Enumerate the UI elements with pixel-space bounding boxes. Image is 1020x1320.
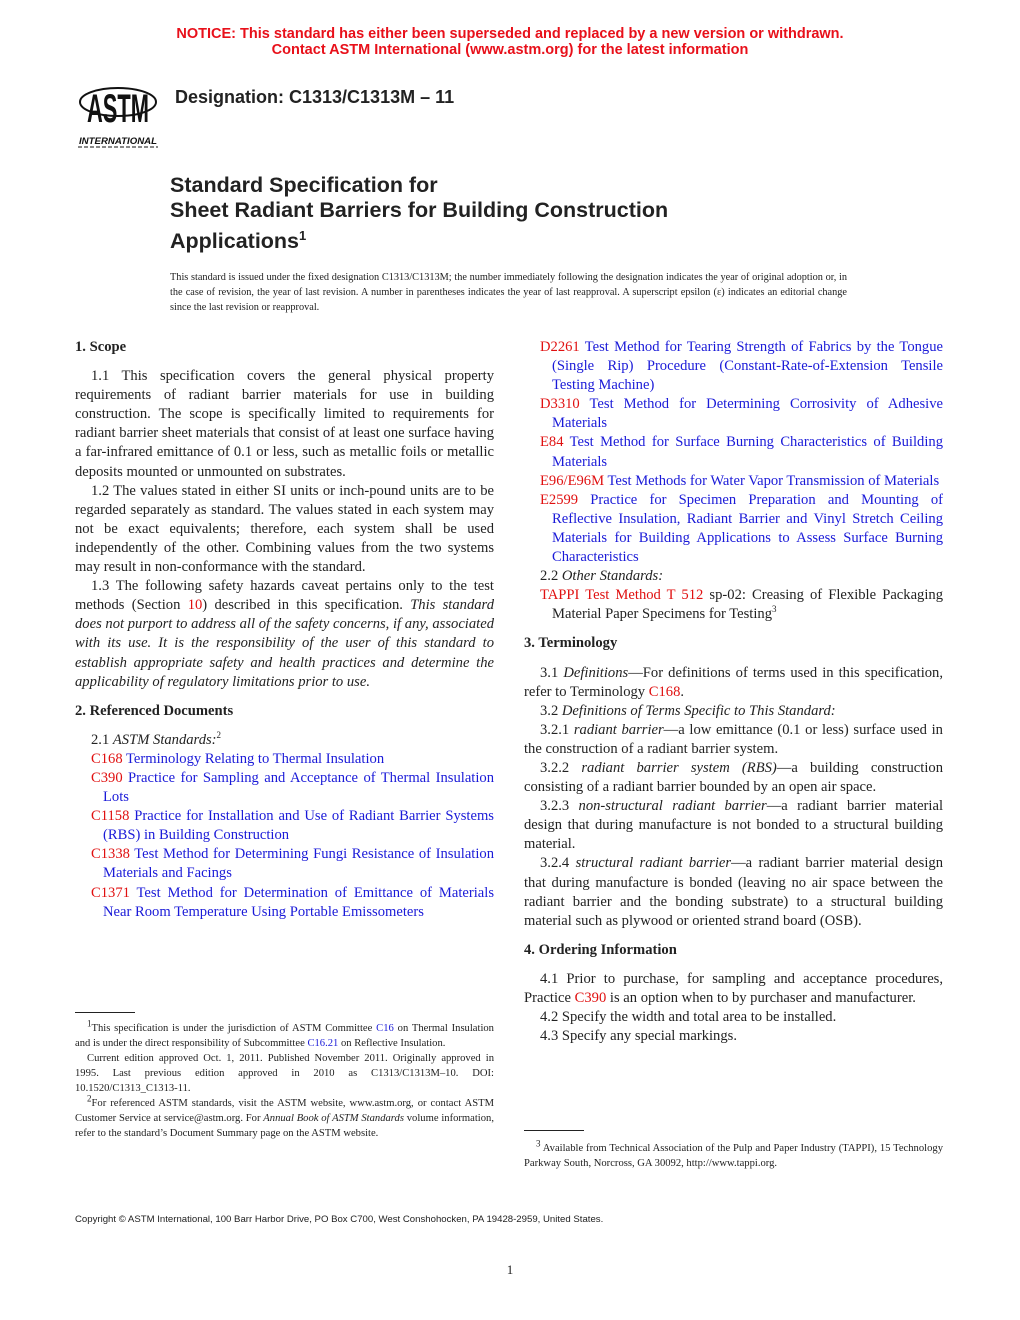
text-run: 3.2.2 [540,759,582,776]
text-run: 2. Referenced Documents [75,702,234,719]
reference-entry [524,472,943,491]
text-run: Definitions [563,664,629,681]
paragraph [75,367,494,482]
paragraph [75,731,494,750]
paragraph [75,577,494,692]
paragraph [524,721,943,759]
svg-text:INTERNATIONAL: INTERNATIONAL [79,136,157,146]
title-line: Sheet Radiant Barriers for Building Construction [170,198,669,222]
reference-link[interactable]: C168 [91,750,123,767]
text-run: radiant barrier [573,721,664,738]
text-run: 2.1 [91,731,113,748]
text-run: sp-02: Creasing of Flexible Packaging Material Paper Specimens for Testing [552,587,943,623]
reference-link[interactable]: Practice for Sampling and Acceptance of Thermal Insulation Lots [103,769,494,806]
reference-link[interactable]: Test Method for Tearing Strength of Fabrics by the Tongue (Single Rip) Procedure (Constant-Rate-of-Extension Tensile Testing Machine) [552,339,943,394]
reference-link[interactable]: E2599 [540,491,579,508]
reference-entry [75,769,494,807]
reference-link[interactable]: Practice for Specimen Preparation and Mounting of Reflective Insulation, Radiant Barrier and Vinyl Stretch Ceiling Materials for Building Applications to Assess Surface Burning Characteristics [552,491,943,566]
reference-link[interactable]: C390 [574,990,607,1006]
title-line: Standard Specification for [170,173,438,197]
issuance-note: This standard is issued under the fixed designation C1313/C1313M; the number immediately following the designation indicates the year of original adoption or, in the case of revision, the year of last revision. A number in parentheses indicates the year of last reapproval. A superscript epsilon (ε) indicates an editorial change since the last revision or reapproval. [170,272,847,313]
footnote-ref: 1 [87,1018,92,1029]
reference-link[interactable]: C168 [648,683,681,700]
section-heading [75,338,494,357]
footnote-divider [75,1012,135,1013]
text-run: 4.3 Specify any special markings. [540,1028,737,1045]
spacer [524,624,943,634]
reference-link[interactable]: Practice for Installation and Use of Radiant Barrier Systems (RBS) in Building Construction [103,808,494,844]
text-run: is an option when to by purchaser and manufacturer. [606,990,916,1006]
spacer [524,654,943,664]
reference-link[interactable]: C1158 [91,808,130,825]
text-run: 1.3 The following safety hazards caveat pertains only to the test methods (Section [75,578,494,614]
paragraph [524,797,943,854]
text-run: on Thermal Insulation and is under the direct responsibility of Subcommittee [75,1023,494,1049]
text-run: 4.1 Prior to purchase, for sampling and acceptance procedures, Practice [524,970,943,1006]
footnote [75,1093,494,1141]
text-run: For referenced ASTM standards, visit the ASTM website, www.astm.org, or contact ASTM Customer Service at service@astm.org. For [75,1098,494,1124]
text-run: 3.2.4 [540,855,576,872]
reference-link[interactable]: Test Method for Determining Fungi Resistance of Insulation Materials and Facings [103,846,494,882]
footnote [524,1138,943,1171]
reference-link[interactable]: Test Methods for Water Vapor Transmission of Materials [604,472,940,489]
text-run: 1. Scope [75,339,127,355]
reference-link[interactable]: Test Method for Surface Burning Characteristics of Building Materials [552,434,943,470]
reference-entry [75,884,494,922]
reference-entry [524,395,943,433]
text-run: This specification is under the jurisdiction of ASTM Committee [91,1023,377,1034]
astm-logo-icon [76,72,160,148]
paragraph [524,1027,943,1046]
reference-entry [75,845,494,883]
footnote-ref: 3 [536,1138,541,1149]
paragraph [524,702,943,721]
paragraph [524,1008,943,1027]
text-run: Available from Technical Association of the Pulp and Paper Industry (TAPPI), 15 Technology Parkway South, Norcross, GA 30092, http://www.tappi.org. [524,1143,943,1169]
footnote-ref: 2 [216,729,222,740]
text-run: Definitions of Terms Specific to This Standard: [561,702,836,719]
spacer [75,721,494,731]
text-run: ) described in this specification. [202,597,411,614]
text-run: structural radiant barrier [575,855,732,872]
text-run: 3. Terminology [524,635,618,652]
text-run: Other Standards: [561,568,664,585]
reference-link[interactable]: E84 [540,434,564,451]
reference-entry [75,807,494,845]
reference-link[interactable]: E96/E96M [540,472,605,489]
text-run: Current edition approved Oct. 1, 2011. Published November 2011. Originally approved in 1995. Last previous edition approved in 2010 as C1313/C1313M–10. DOI: 10.1520/C1313_C1313-11. [75,1053,494,1094]
paragraph [524,970,943,1008]
section-heading [524,634,943,653]
spacer [524,960,943,970]
footnote-ref: 1 [299,228,307,243]
reference-entry [75,750,494,769]
svg-text:ASTM: ASTM [87,87,149,131]
text-run: —a radiant barrier material design that during manufacture is not bonded to a structural building material. [524,798,943,853]
text-run: ASTM Standards: [112,731,217,748]
reference-link[interactable]: C1338 [91,846,130,863]
footnote-ref: 2 [87,1093,92,1104]
withdrawal-notice [0,26,1020,58]
text-run: —For definitions of terms used in this specification, refer to Terminology [524,664,943,700]
text-run: 1.2 The values stated in either SI units or inch-pound units are to be regarded separately as standard. The values stated in each system may not be exact equivalents; therefore, each system shall be used independently of the other. Combining values from the two systems may result in non-conformance with the standard. [75,482,494,576]
text-run: 3.2.3 [540,798,579,815]
reference-link[interactable]: 10 [187,597,203,614]
text-run: —a radiant barrier material design that during manufacture is bonded (leaving no air space between the radiant barrier and the bonding substrate) to a structural building material such as plywood or oriented strand board (OSB). [524,855,943,929]
reference-entry [524,338,943,395]
reference-link[interactable]: Test Method for Determining Corrosivity of Adhesive Materials [552,396,943,432]
reference-entry [524,433,943,471]
reference-link[interactable]: D2261 [540,339,580,355]
text-run: Annual Book of ASTM Standards [263,1113,404,1124]
footnotes-left [75,1018,494,1141]
copyright-line: Copyright © ASTM International, 100 Barr Harbor Drive, PO Box C700, West Conshohocken, PA 19428-2959, United States. [75,1214,604,1225]
footnote-divider [524,1130,584,1131]
footnote [75,1051,494,1096]
reference-link[interactable]: Test Method for Determination of Emittance of Materials Near Room Temperature Using Portable Emissometers [103,884,494,920]
text-run: —a low emittance (0.1 or less) surface used in the construction of a radiant barrier system. [524,721,943,757]
reference-link[interactable]: C1371 [91,884,130,901]
reference-link[interactable]: C390 [91,769,123,786]
reference-link[interactable]: D3310 [540,396,580,413]
notice-line-1: NOTICE: This standard has either been superseded and replaced by a new version or withdrawn. [176,26,844,42]
title-line [170,223,668,254]
designation: Designation: C1313/C1313M – 11 [175,87,455,107]
spacer [524,931,943,941]
footnote-ref: 3 [772,604,777,615]
reference-link[interactable]: C16 [376,1023,394,1034]
text-run: 3.1 [540,664,564,681]
footnotes-right [524,1138,943,1171]
paragraph [524,664,943,702]
footnote [75,1018,494,1051]
text-run: radiant barrier system (RBS) [581,759,777,776]
text-run: 4.2 Specify the width and total area to be installed. [540,1009,837,1026]
reference-entry [524,586,943,624]
reference-entry [524,491,943,567]
text-run: on Reflective Insulation. [338,1038,446,1049]
right-column [524,338,943,1046]
left-column [75,338,494,922]
text-run: 3.2.1 [540,721,574,738]
spacer [75,692,494,702]
text-run: 3.2 [540,702,562,719]
reference-link[interactable]: C16.21 [307,1038,339,1049]
notice-line-2: Contact ASTM International (www.astm.org) for the latest information [271,42,749,58]
document-title [170,173,668,254]
paragraph [75,482,494,577]
reference-link[interactable]: TAPPI Test Method T 512 [540,587,704,604]
text-run: 4. Ordering Information [524,941,677,958]
paragraph [524,759,943,797]
text-run: 2.2 [540,568,562,585]
text-run: —a building construction consisting of a radiant barrier bounded by an open air space. [524,759,943,796]
title-text: Applications [170,229,300,254]
paragraph [524,854,943,930]
text-run: 1.1 This specification covers the general physical property requirements of radiant barrier materials for use in building construction. The scope is specifically limited to requirements for radiant barrier sheet materials that consist of at least one surface having a far-infrared emittance of 0.1 or less, such as metallic foils or metallic deposits mounted or unmounted on substrates. [75,368,494,480]
page-number: 1 [506,1262,514,1277]
text-run: volume information, refer to the standard’s Document Summary page on the ASTM website. [75,1113,494,1139]
paragraph [524,567,943,586]
text-run: . [680,683,685,700]
section-heading [75,702,494,721]
text-run: This standard does not purport to address all of the safety concerns, if any, associated with its use. It is the responsibility of the user of this standard to establish appropriate safety and health practices and determine the applicability of regulatory limitations prior to use. [75,597,494,690]
text-run: non-structural radiant barrier [578,798,767,815]
section-heading [524,941,943,960]
spacer [75,357,494,367]
reference-link[interactable]: Terminology Relating to Thermal Insulation [122,750,385,767]
